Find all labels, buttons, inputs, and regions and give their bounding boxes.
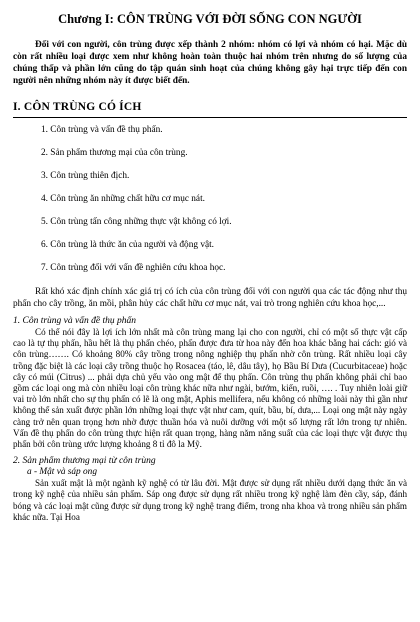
section-heading: I. CÔN TRÙNG CÓ ÍCH bbox=[13, 101, 142, 113]
summary-paragraph: Rất khó xác định chính xác giá trị có ích của côn trùng đối với con người qua các tác động như thụ phấn cho cây trồng, ăn mồi, phân hủy các chất hữu cơ mục nát, vai trò trong nghiên cứu khoa học,... bbox=[13, 287, 407, 309]
section-divider bbox=[13, 117, 407, 118]
list-item: 6. Côn trùng là thức ăn của người và động vật. bbox=[41, 240, 215, 250]
sub-subsection-heading: a - Mật và sáp ong bbox=[27, 467, 97, 478]
list-item: 7. Côn trùng đối với vấn đề nghiên cứu khoa học. bbox=[41, 263, 226, 273]
intro-paragraph: Đối với con người, côn trùng được xếp thành 2 nhóm: nhóm có lợi và nhóm có hại. Mặc dù còn rất nhiều loại được xem như không hoàn toàn thuộc hai nhóm trên nhưng do số lượng của chúng thấp và phần lớn cũng do tập quán sinh hoạt của chúng không gây hại trực tiếp đến con người nên những nhóm này ít được biết đến. bbox=[13, 40, 407, 86]
subsection-heading: 2. Sản phẩm thương mại từ côn trùng bbox=[13, 456, 156, 467]
list-item: 2. Sản phẩm thương mại của côn trùng. bbox=[41, 148, 188, 158]
list-item: 3. Côn trùng thiên địch. bbox=[41, 171, 130, 181]
subsection-heading: 1. Côn trùng và vấn đề thụ phấn bbox=[13, 316, 136, 326]
pollination-paragraph: Có thể nói đây là lợi ích lớn nhất mà côn trùng mang lại cho con người, chỉ có một số thực vật cấp cao là tự thụ phấn, hầu hết là thụ phấn chéo, phấn được đưa từ hoa này đến hoa khác bằng hai cách: gió và côn trùng……. Có khoảng 80% cây trồng trong nông nghiệp thụ phấn nhờ côn trùng. Rất nhiều loại cây trồng đặc biệt là các loại cây trồng thuộc họ Rosacea (táo, lê, dâu tây), họ Bầu Bí Dưa (Cucurbitaceae) hoặc cây có múi (Citrus) ... phải dựa chủ yếu vào ong mật để thụ phấn. Côn trùng thụ phấn không phải chỉ bao gồm các loại ong mà còn nhiều loại côn trùng khác nữa như ngài, bướm, kiến, ruồi, …. . Tuy nhiên loài giữ vai trò lớn nhất cho sự thụ phấn có lẽ là ong mật, Aphis mellifera, nếu không có những loài này thì gần như không thể sản xuất được phần lớn những loại thực vật như cam, quít, bầu, bí, dưa,... Loại ong mật này ngày càng trở nên quan trọng hơn nhờ được thuần hóa và nuôi dưỡng với một số lượng rất lớn trong tự nhiên. Vấn đề thụ phấn do côn trùng thực hiện rất quan trọng, hàng năm năng suất của các loại thực vật được thụ phấn bởi côn trùng ước lượng khoảng 8 tỉ đô la Mỹ. bbox=[13, 327, 407, 450]
chapter-title: Chương I: CÔN TRÙNG VỚI ĐỜI SỐNG CON NGƯỜI bbox=[58, 12, 362, 26]
topic-list bbox=[13, 124, 407, 274]
honey-wax-paragraph: Sản xuất mật là một ngành kỹ nghệ có từ lâu đời. Mật được sử dụng rất nhiều dưới dạng thức ăn và trong kỹ nghệ của nhiều sản phẩm. Sáp ong được sử dụng rất nhiều trong kỹ nghệ làm đèn cầy, sáp, đánh bóng và các loại mật cũng được sử dụng trong kỹ nghệ trang điểm, trong nha khoa và trong nhiều sản phẩm khác nữa. Tại Hoa bbox=[13, 478, 407, 522]
list-item: 5. Côn trùng tấn công những thực vật không có lợi. bbox=[41, 217, 232, 227]
list-item: 4. Côn trùng ăn những chất hữu cơ mục nát. bbox=[41, 194, 205, 204]
list-item: 1. Côn trùng và vấn đề thụ phấn. bbox=[41, 125, 163, 135]
